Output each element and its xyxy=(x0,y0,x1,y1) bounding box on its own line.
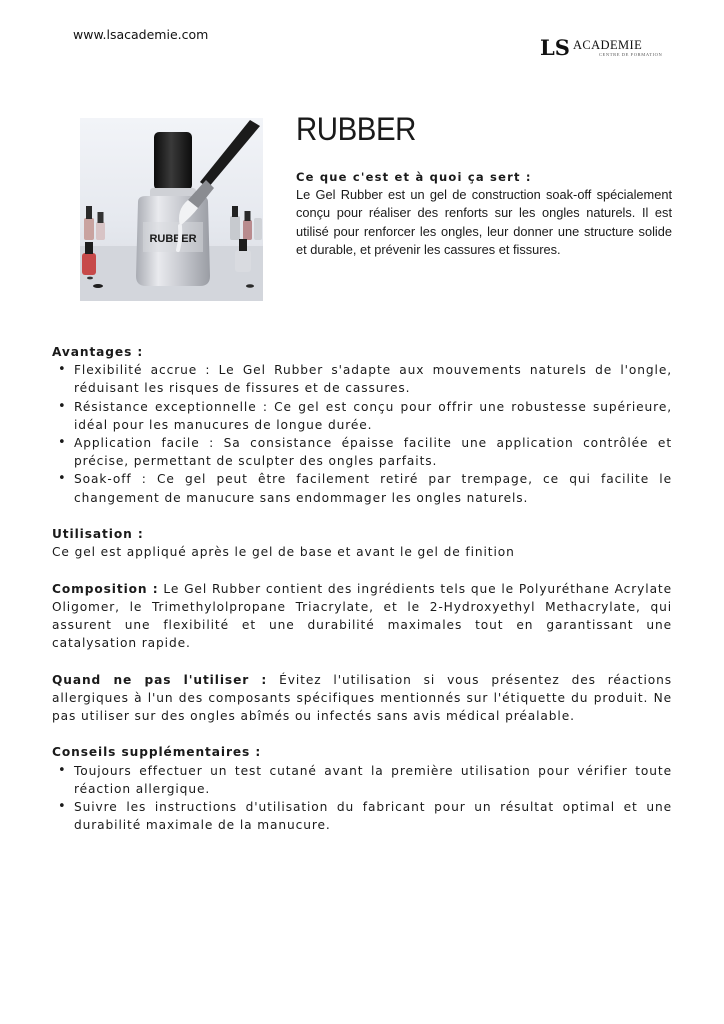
logo-word: ACADEMIE xyxy=(572,38,643,52)
list-item: • Application facile : Sa consistance épaisse facilite une application contrôlée et précise, permettant de sculpter des ongles parfaits. xyxy=(74,434,672,470)
section-heading-composition: Composition : xyxy=(52,581,159,596)
product-photo xyxy=(80,118,263,301)
list-item: • Flexibilité accrue : Le Gel Rubber s'adapte aux mouvements naturels de l'ongle, réduisant les risques de fissures et de cassures. xyxy=(74,361,672,397)
section-heading-utilisation: Utilisation : xyxy=(52,527,144,542)
product-intro xyxy=(296,168,672,259)
list-item: • Suivre les instructions d'utilisation du fabricant pour un résultat optimal et une durabilité maximale de la manucure. xyxy=(74,798,672,834)
avantages-list xyxy=(52,361,672,507)
nail-gel-bottle-illustration xyxy=(80,118,263,301)
utilisation-text: Ce gel est appliqué après le gel de base et avant le gel de finition xyxy=(52,545,515,560)
list-item: • Soak-off : Ce gel peut être facilement retiré par trempage, ce qui facilite le changement de manucure sans endommager les ongles naturels. xyxy=(74,470,672,506)
product-title: RUBBER xyxy=(296,111,416,147)
section-heading-avantages: Avantages : xyxy=(52,345,144,359)
section-heading-conseils: Conseils supplémentaires : xyxy=(52,745,262,760)
list-item: • Résistance exceptionnelle : Ce gel est conçu pour offrir une robustesse supérieure, idéal pour les manucures de longue durée. xyxy=(74,398,672,434)
intro-heading: Ce que c'est et à quoi ça sert : xyxy=(296,170,532,184)
brand-logo xyxy=(540,34,662,58)
composition-text: Le Gel Rubber contient des ingrédients tels que le Polyuréthane Acrylate Oligomer, le Trimethylolpropane Triacrylate, et le 2-Hydroxyethyl Methacrylate, qui assurent une flexibilité et une durabilité maximales tout en garantissant une catalysation rapide. xyxy=(52,581,673,651)
intro-text: Le Gel Rubber est un gel de construction soak-off spécialement conçu pour réaliser des renforts sur les ongles naturels. Il est utilisé pour renforcer les ongles, leur donner une structure solide et durable, et prévenir les cassures et fissures. xyxy=(296,187,672,257)
quand-ne-pas-paragraph xyxy=(52,671,672,726)
logo-initials: LS xyxy=(540,35,570,60)
composition-paragraph xyxy=(52,580,672,653)
section-heading-quand-ne-pas: Quand ne pas l'utiliser : xyxy=(52,672,268,687)
site-url[interactable]: www.lsacademie.com xyxy=(73,27,209,42)
conseils-list xyxy=(52,762,672,835)
logo-tagline: CENTRE DE FORMATION xyxy=(598,52,663,57)
list-item: • Toujours effectuer un test cutané avant la première utilisation pour vérifier toute réaction allergique. xyxy=(74,762,672,798)
logo-wordmark xyxy=(573,39,662,58)
bottle-label: RUBBER xyxy=(149,233,197,245)
product-details xyxy=(52,343,672,834)
quand-ne-pas-text: Évitez l'utilisation si vous présentez des réactions allergiques à l'un des composants spécifiques mentionnés sur l'étiquette du produit. Ne pas utiliser sur des ongles abîmés ou infectés sans avis médical préalable. xyxy=(52,672,672,724)
